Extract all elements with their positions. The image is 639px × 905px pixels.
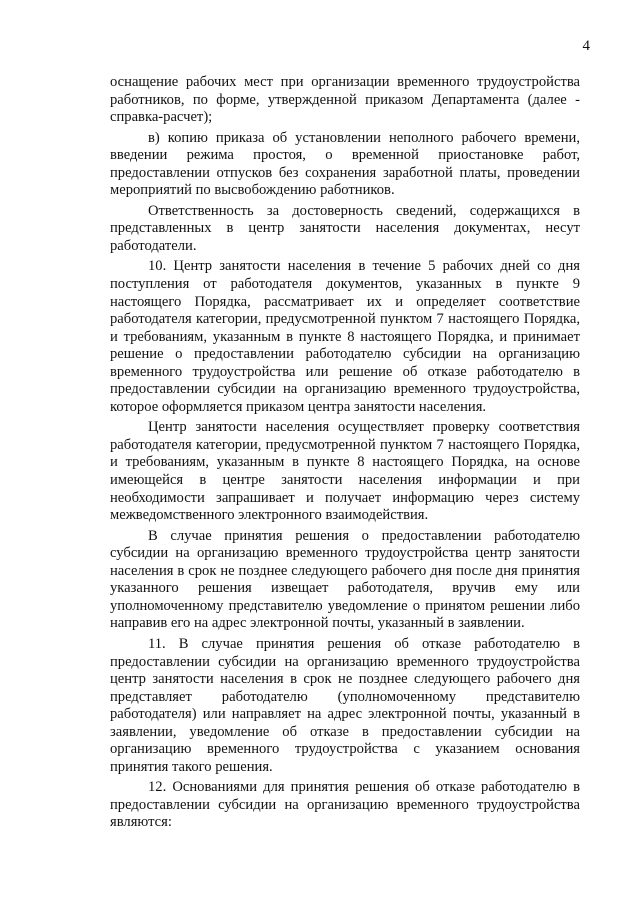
paragraph-approval-notice: В случае принятия решения о предоставлении работодателю субсидии на организацию временного трудоустройства центр занятости населения в срок не позднее следующего рабочего дня после дня принятия указанного решения извещает работодателя, вручив ему или уполномоченному представителю уведомление о принятом решении либо направив его на адрес электронной почты, указанный в заявлении.: [110, 527, 580, 632]
paragraph-11: 11. В случае принятия решения об отказе работодателю в предоставлении субсидии на организацию временного трудоустройства центр занятости населения в срок не позднее следующего рабочего дня представляет работодателю (уполномоченному представителю работодателя) или направляет на адрес электронной почты, указанный в заявлении, уведомление об отказе в предоставлении субсидии на организацию временного трудоустройства с указанием основания принятия такого решения.: [110, 635, 580, 775]
page-number: 4: [582, 38, 590, 54]
paragraph-12: 12. Основаниями для принятия решения об отказе работодателю в предоставлении субсидии на организацию временного трудоустройства являются:: [110, 779, 580, 831]
paragraph-10: 10. Центр занятости населения в течение 5 рабочих дней со дня поступления от работодателя документов, указанных в пункте 9 настоящего Порядка, рассматривает их и определяет соответствие работодателя категории, предусмотренной пунктом 7 настоящего Порядка, и требованиям, указанным в пункте 8 настоящего Порядка, и принимает решение о предоставлении работодателю субсидии на организацию временного трудоустройства или решение об отказе работодателю в предоставлении субсидии на организацию временного трудоустройства, которое оформляется приказом центра занятости населения.: [110, 258, 580, 415]
paragraph-responsibility: Ответственность за достоверность сведений, содержащихся в представленных в центр занятости населения документах, несут работодатели.: [110, 202, 580, 254]
paragraph-item-v: в) копию приказа об установлении неполного рабочего времени, введении режима простоя, о временной приостановке работ, предоставлении отпусков без сохранения заработной платы, проведении мероприятий по высвобождению работников.: [110, 129, 580, 199]
document-body: [110, 74, 580, 835]
paragraph-verification: Центр занятости населения осуществляет проверку соответствия работодателя категории, предусмотренной пунктом 7 настоящего Порядка, и требованиям, указанным в пункте 8 настоящего Порядка, на основе имеющейся в центре занятости населения информации и при необходимости запрашивает и получает информацию через систему межведомственного электронного взаимодействия.: [110, 419, 580, 524]
paragraph-continuation: оснащение рабочих мест при организации временного трудоустройства работников, по форме, утвержденной приказом Департамента (далее - справка-расчет);: [110, 74, 580, 126]
